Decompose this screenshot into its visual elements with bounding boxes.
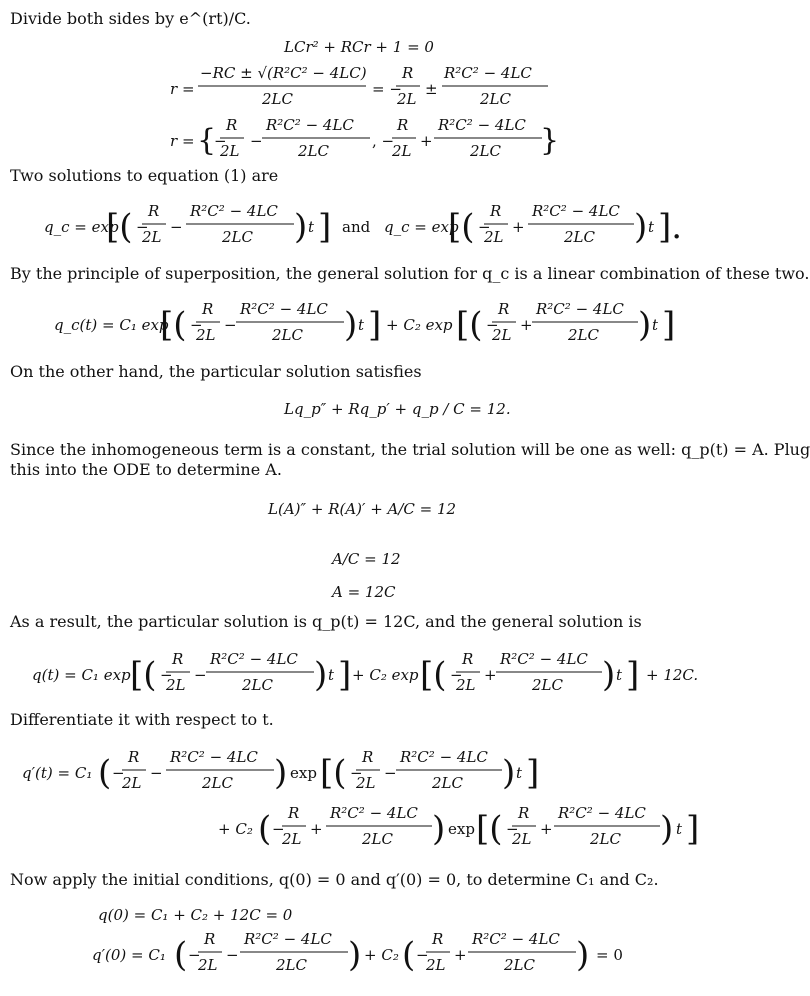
sqrt-body: R²C² − 4LC bbox=[438, 116, 526, 134]
sqrt-body: R²C² − 4LC bbox=[558, 804, 646, 822]
frac-2LC: 2LC bbox=[362, 830, 393, 848]
frac-2L: 2L bbox=[142, 228, 162, 246]
comma: , − bbox=[372, 132, 395, 150]
eq-A-value: A = 12C bbox=[332, 583, 396, 601]
qc-lhs: q_c = exp bbox=[44, 218, 119, 236]
frac-R: R bbox=[288, 804, 300, 822]
plus: + bbox=[310, 820, 323, 838]
bracket: ) bbox=[602, 655, 616, 695]
frac-R: R bbox=[172, 650, 184, 668]
eq-q0: q(0) = C₁ + C₂ + 12C = 0 bbox=[98, 906, 293, 924]
frac-2LC: 2LC bbox=[532, 676, 563, 694]
paren: ( bbox=[174, 935, 188, 975]
frac-2L: 2L bbox=[282, 830, 302, 848]
frac-2LC: 2LC bbox=[470, 142, 501, 160]
bracket: ) bbox=[344, 305, 358, 345]
sqrt-body: R²C² − 4LC bbox=[532, 202, 620, 220]
frac-2LC: 2LC bbox=[504, 956, 535, 974]
bracket: ) bbox=[634, 207, 648, 247]
dq0-lhs: q′(0) = C₁ bbox=[92, 946, 166, 964]
frac-2L: 2L bbox=[198, 956, 218, 974]
var-t: t bbox=[616, 666, 623, 684]
frac-2LC: 2LC bbox=[242, 676, 273, 694]
frac-R: R bbox=[518, 804, 530, 822]
paren: ) bbox=[502, 753, 516, 793]
text-particular: On the other hand, the particular solution satisfies bbox=[10, 362, 422, 381]
and-word: and bbox=[342, 218, 371, 236]
text-trial-2: this into the ODE to determine A. bbox=[10, 460, 282, 479]
qc-lhs: q_c = exp bbox=[384, 218, 459, 236]
r-split-eq: = − bbox=[372, 80, 402, 98]
minus: − bbox=[506, 820, 519, 838]
frac-2L: 2L bbox=[356, 774, 376, 792]
frac-R: R bbox=[490, 202, 502, 220]
minus: − bbox=[486, 316, 499, 334]
bracket: [( bbox=[160, 305, 187, 345]
frac-R: R bbox=[402, 64, 414, 82]
sqrt-body: R²C² − 4LC bbox=[536, 300, 624, 318]
minus: − bbox=[450, 666, 463, 684]
frac-R: R bbox=[498, 300, 510, 318]
minus: − bbox=[384, 764, 397, 782]
exp-word: exp bbox=[290, 764, 317, 782]
paren: ( bbox=[98, 753, 112, 793]
minus: − bbox=[350, 764, 363, 782]
bracket: [( bbox=[420, 655, 447, 695]
paren: ) bbox=[274, 753, 288, 793]
frac-2LC: 2LC bbox=[480, 90, 511, 108]
frac-2LC: 2LC bbox=[202, 774, 233, 792]
sqrt-body: R²C² − 4LC bbox=[240, 300, 328, 318]
plus-c2-exp: + C₂ exp bbox=[352, 666, 419, 684]
bracket: [( bbox=[456, 305, 483, 345]
bracket: ] bbox=[368, 305, 382, 345]
frac-2L: 2L bbox=[122, 774, 142, 792]
frac-R: R bbox=[432, 930, 444, 948]
bracket: ] bbox=[626, 655, 640, 695]
sqrt-body: R²C² − 4LC bbox=[400, 748, 488, 766]
frac-2LC: 2LC bbox=[590, 830, 621, 848]
plus-12C: + 12C. bbox=[646, 666, 699, 684]
bracket: [( bbox=[130, 655, 157, 695]
frac-2LC: 2LC bbox=[564, 228, 595, 246]
sqrt-body: R²C² − 4LC bbox=[472, 930, 560, 948]
sqrt-body: R²C² − 4LC bbox=[210, 650, 298, 668]
set-brace-right: } bbox=[540, 123, 560, 158]
bracket: [( bbox=[448, 207, 475, 247]
minus: − bbox=[250, 132, 263, 150]
r-denominator: 2LC bbox=[262, 90, 293, 108]
minus: − bbox=[224, 316, 237, 334]
sqrt-body: R²C² − 4LC bbox=[170, 748, 258, 766]
eq-particular: Lq_p″ + Rq_p′ + q_p / C = 12. bbox=[284, 400, 511, 418]
frac-R: R bbox=[362, 748, 374, 766]
frac-2L: 2L bbox=[492, 326, 512, 344]
frac-2L: 2L bbox=[512, 830, 532, 848]
frac-2L: 2L bbox=[456, 676, 476, 694]
sqrt-body: R²C² − 4LC bbox=[500, 650, 588, 668]
sqrt-body: R²C² − 4LC bbox=[330, 804, 418, 822]
var-t: t bbox=[328, 666, 335, 684]
frac-R: R bbox=[128, 748, 140, 766]
eq-A-over-C: A/C = 12 bbox=[332, 550, 401, 568]
frac-2LC: 2LC bbox=[272, 326, 303, 344]
minus: − bbox=[136, 218, 149, 236]
minus: − bbox=[272, 820, 285, 838]
minus: − bbox=[188, 946, 201, 964]
text-initial: Now apply the initial conditions, q(0) = 0 and q′(0) = 0, to determine C₁ and C₂. bbox=[10, 870, 659, 889]
paren: ) bbox=[348, 935, 362, 975]
sqrt-body: R²C² − 4LC bbox=[190, 202, 278, 220]
frac-2L: 2L bbox=[196, 326, 216, 344]
bracket: ] bbox=[686, 809, 700, 849]
plus: + bbox=[512, 218, 525, 236]
plus-c2-exp: + C₂ exp bbox=[386, 316, 453, 334]
sqrt-body: R²C² − 4LC bbox=[244, 930, 332, 948]
plus: + bbox=[420, 132, 433, 150]
frac-2L: 2L bbox=[166, 676, 186, 694]
bracket: ] bbox=[338, 655, 352, 695]
bracket: ]. bbox=[658, 207, 683, 247]
text-trial-1: Since the inhomogeneous term is a constant, the trial solution will be one as well: q_p(t) = A. Plug bbox=[10, 440, 810, 459]
dq0-plus-c2: + C₂ bbox=[364, 946, 399, 964]
bracket: [( bbox=[476, 809, 503, 849]
paren: ) bbox=[660, 809, 674, 849]
frac-2L: 2L bbox=[484, 228, 504, 246]
bracket: ] bbox=[526, 753, 540, 793]
var-t: t bbox=[516, 764, 523, 782]
plus: + bbox=[520, 316, 533, 334]
var-t: t bbox=[676, 820, 683, 838]
r-lhs: r = bbox=[170, 80, 195, 98]
exp-word: exp bbox=[448, 820, 475, 838]
frac-2LC: 2LC bbox=[298, 142, 329, 160]
paren: ( bbox=[258, 809, 272, 849]
minus: − bbox=[170, 218, 183, 236]
frac-R: R bbox=[226, 116, 238, 134]
minus: − bbox=[150, 764, 163, 782]
plus: + bbox=[484, 666, 497, 684]
dqt-lhs: q′(t) = C₁ bbox=[22, 764, 93, 782]
bracket: ) bbox=[294, 207, 308, 247]
minus: − bbox=[160, 666, 173, 684]
frac-2LC: 2LC bbox=[276, 956, 307, 974]
frac-2L: 2L bbox=[426, 956, 446, 974]
sqrt-body: R²C² − 4LC bbox=[266, 116, 354, 134]
frac-R: R bbox=[148, 202, 160, 220]
paren: ( bbox=[402, 935, 416, 975]
minus: − bbox=[226, 946, 239, 964]
sqrt-body: R²C² − 4LC bbox=[444, 64, 532, 82]
text-divide: Divide both sides by e^(rt)/C. bbox=[10, 9, 251, 28]
qct-lhs: q_c(t) = C₁ exp bbox=[54, 316, 169, 334]
bracket: ] bbox=[662, 305, 676, 345]
frac-R: R bbox=[202, 300, 214, 318]
bracket: [( bbox=[320, 753, 347, 793]
plus: + bbox=[454, 946, 467, 964]
minus: − bbox=[112, 764, 125, 782]
eq-zero: = 0 bbox=[596, 946, 623, 964]
eq-characteristic: LCr² + RCr + 1 = 0 bbox=[284, 38, 434, 56]
paren: ) bbox=[576, 935, 590, 975]
frac-2LC: 2LC bbox=[222, 228, 253, 246]
qt-lhs: q(t) = C₁ exp bbox=[32, 666, 131, 684]
r-numerator: −RC ± √(R²C² − 4LC) bbox=[200, 64, 367, 82]
eq-ode-A: L(A)″ + R(A)′ + A/C = 12 bbox=[268, 500, 457, 518]
frac-2L: 2L bbox=[392, 142, 412, 160]
frac-R: R bbox=[397, 116, 409, 134]
minus: − bbox=[194, 666, 207, 684]
frac-2L: 2L bbox=[220, 142, 240, 160]
text-two-solutions: Two solutions to equation (1) are bbox=[10, 166, 279, 185]
var-t: t bbox=[652, 316, 659, 334]
frac-2LC: 2LC bbox=[432, 774, 463, 792]
bracket: ] bbox=[318, 207, 332, 247]
bracket: ) bbox=[638, 305, 652, 345]
plus: + bbox=[540, 820, 553, 838]
minus: − bbox=[478, 218, 491, 236]
text-result: As a result, the particular solution is q_p(t) = 12C, and the general solution is bbox=[10, 612, 642, 631]
frac-R: R bbox=[204, 930, 216, 948]
var-t: t bbox=[358, 316, 365, 334]
bracket: [( bbox=[106, 207, 133, 247]
set-brace-left: { bbox=[197, 123, 217, 158]
bracket: ) bbox=[314, 655, 328, 695]
text-differentiate: Differentiate it with respect to t. bbox=[10, 710, 274, 729]
minus: − bbox=[190, 316, 203, 334]
frac-2L: 2L bbox=[397, 90, 417, 108]
frac-R: R bbox=[462, 650, 474, 668]
dq-plus-c2: + C₂ bbox=[218, 820, 253, 838]
rset-lhs: r = bbox=[170, 132, 195, 150]
minus: − bbox=[214, 132, 227, 150]
var-t: t bbox=[308, 218, 315, 236]
pm-sign: ± bbox=[425, 80, 438, 98]
paren: ) bbox=[432, 809, 446, 849]
minus: − bbox=[416, 946, 429, 964]
frac-2LC: 2LC bbox=[568, 326, 599, 344]
text-superposition: By the principle of superposition, the general solution for q_c is a linear combination of these two. bbox=[10, 264, 810, 283]
var-t: t bbox=[648, 218, 655, 236]
